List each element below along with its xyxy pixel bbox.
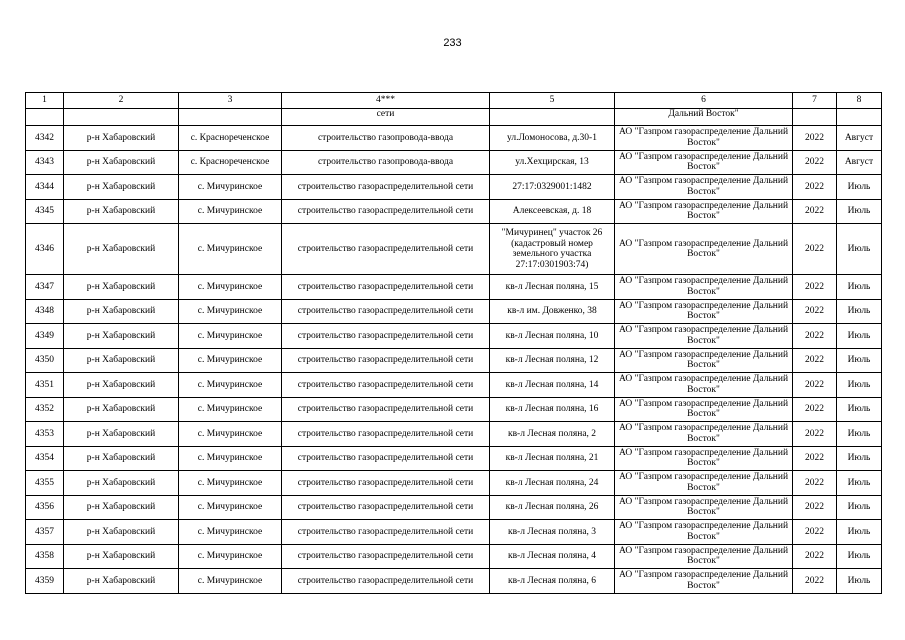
cell-district: р-н Хабаровский (64, 150, 179, 175)
cell-address: кв-л Лесная поляна, 3 (490, 520, 615, 545)
cell-district: р-н Хабаровский (64, 397, 179, 422)
cell-year: 2022 (793, 175, 837, 200)
cell-month: Июль (837, 569, 882, 594)
continuation-cell-address (490, 109, 615, 126)
table-row (26, 569, 882, 594)
cell-address: "Мичуринец" участок 26 (кадастровый номер земельного участка 27:17:0301903:74) (490, 224, 615, 275)
cell-number: 4346 (26, 224, 64, 275)
column-header-7: 7 (793, 93, 837, 109)
cell-work-type: строительство газораспределительной сети (282, 348, 490, 373)
cell-organization: АО "Газпром газораспределение Дальний Восток" (615, 495, 793, 520)
cell-work-type: строительство газопровода-ввода (282, 126, 490, 151)
cell-month: Июль (837, 199, 882, 224)
cell-year: 2022 (793, 397, 837, 422)
cell-settlement: с. Мичуринское (179, 373, 282, 398)
cell-month: Июль (837, 373, 882, 398)
cell-settlement: с. Мичуринское (179, 520, 282, 545)
table-row (26, 446, 882, 471)
cell-month: Июль (837, 422, 882, 447)
cell-year: 2022 (793, 373, 837, 398)
cell-address: кв-л Лесная поляна, 21 (490, 446, 615, 471)
cell-district: р-н Хабаровский (64, 275, 179, 300)
cell-organization: АО "Газпром газораспределение Дальний Восток" (615, 520, 793, 545)
cell-number: 4357 (26, 520, 64, 545)
cell-organization: АО "Газпром газораспределение Дальний Восток" (615, 199, 793, 224)
cell-year: 2022 (793, 324, 837, 349)
cell-month: Июль (837, 520, 882, 545)
table-header (26, 93, 882, 109)
table-row (26, 299, 882, 324)
cell-district: р-н Хабаровский (64, 175, 179, 200)
table-body (26, 109, 882, 594)
cell-organization: АО "Газпром газораспределение Дальний Восток" (615, 348, 793, 373)
cell-month: Июль (837, 299, 882, 324)
cell-month: Июль (837, 397, 882, 422)
cell-district: р-н Хабаровский (64, 422, 179, 447)
cell-work-type: строительство газораспределительной сети (282, 544, 490, 569)
column-header-3: 3 (179, 93, 282, 109)
cell-settlement: с. Мичуринское (179, 199, 282, 224)
cell-work-type: строительство газораспределительной сети (282, 471, 490, 496)
continuation-cell-district (64, 109, 179, 126)
cell-year: 2022 (793, 348, 837, 373)
cell-work-type: строительство газораспределительной сети (282, 324, 490, 349)
cell-month: Июль (837, 224, 882, 275)
table-row (26, 224, 882, 275)
cell-month: Июль (837, 544, 882, 569)
cell-settlement: с. Мичуринское (179, 324, 282, 349)
cell-organization: АО "Газпром газораспределение Дальний Восток" (615, 324, 793, 349)
cell-settlement: с. Мичуринское (179, 569, 282, 594)
cell-year: 2022 (793, 299, 837, 324)
cell-year: 2022 (793, 569, 837, 594)
cell-work-type: строительство газораспределительной сети (282, 224, 490, 275)
continuation-cell-work-type: сети (282, 109, 490, 126)
cell-organization: АО "Газпром газораспределение Дальний Восток" (615, 569, 793, 594)
cell-settlement: с. Мичуринское (179, 495, 282, 520)
cell-number: 4342 (26, 126, 64, 151)
cell-work-type: строительство газораспределительной сети (282, 199, 490, 224)
cell-organization: АО "Газпром газораспределение Дальний Восток" (615, 422, 793, 447)
cell-district: р-н Хабаровский (64, 520, 179, 545)
cell-month: Июль (837, 348, 882, 373)
cell-address: ул.Ломоносова, д.30-1 (490, 126, 615, 151)
cell-district: р-н Хабаровский (64, 348, 179, 373)
table-row (26, 126, 882, 151)
cell-work-type: строительство газораспределительной сети (282, 446, 490, 471)
column-header-5: 5 (490, 93, 615, 109)
cell-year: 2022 (793, 520, 837, 545)
cell-address: кв-л Лесная поляна, 26 (490, 495, 615, 520)
cell-settlement: с. Мичуринское (179, 544, 282, 569)
column-header-6: 6 (615, 93, 793, 109)
cell-work-type: строительство газораспределительной сети (282, 569, 490, 594)
cell-work-type: строительство газораспределительной сети (282, 495, 490, 520)
cell-address: кв-л им. Довженко, 38 (490, 299, 615, 324)
cell-number: 4351 (26, 373, 64, 398)
cell-work-type: строительство газораспределительной сети (282, 275, 490, 300)
cell-organization: АО "Газпром газораспределение Дальний Восток" (615, 150, 793, 175)
cell-address: Алексеевская, д. 18 (490, 199, 615, 224)
header-row (26, 93, 882, 109)
cell-address: кв-л Лесная поляна, 24 (490, 471, 615, 496)
cell-settlement: с. Мичуринское (179, 275, 282, 300)
continuation-cell-year (793, 109, 837, 126)
cell-number: 4347 (26, 275, 64, 300)
cell-district: р-н Хабаровский (64, 495, 179, 520)
cell-organization: АО "Газпром газораспределение Дальний Восток" (615, 275, 793, 300)
cell-settlement: с. Мичуринское (179, 397, 282, 422)
continuation-row (26, 109, 882, 126)
cell-settlement: с. Мичуринское (179, 175, 282, 200)
cell-organization: АО "Газпром газораспределение Дальний Восток" (615, 126, 793, 151)
cell-district: р-н Хабаровский (64, 199, 179, 224)
column-header-2: 2 (64, 93, 179, 109)
cell-year: 2022 (793, 495, 837, 520)
cell-year: 2022 (793, 150, 837, 175)
cell-settlement: с. Краснореченское (179, 150, 282, 175)
cell-number: 4349 (26, 324, 64, 349)
cell-organization: АО "Газпром газораспределение Дальний Восток" (615, 446, 793, 471)
cell-settlement: с. Мичуринское (179, 446, 282, 471)
cell-settlement: с. Мичуринское (179, 422, 282, 447)
column-header-1: 1 (26, 93, 64, 109)
table-row (26, 544, 882, 569)
cell-work-type: строительство газораспределительной сети (282, 299, 490, 324)
cell-number: 4356 (26, 495, 64, 520)
cell-number: 4359 (26, 569, 64, 594)
cell-number: 4352 (26, 397, 64, 422)
cell-month: Август (837, 126, 882, 151)
cell-year: 2022 (793, 126, 837, 151)
page-number: 233 (443, 37, 462, 49)
cell-organization: АО "Газпром газораспределение Дальний Восток" (615, 299, 793, 324)
cell-settlement: с. Мичуринское (179, 224, 282, 275)
cell-number: 4343 (26, 150, 64, 175)
cell-settlement: с. Мичуринское (179, 471, 282, 496)
table-row (26, 175, 882, 200)
cell-district: р-н Хабаровский (64, 373, 179, 398)
cell-month: Июль (837, 471, 882, 496)
cell-month: Июль (837, 495, 882, 520)
table-row (26, 471, 882, 496)
continuation-cell-settlement (179, 109, 282, 126)
table-row (26, 373, 882, 398)
cell-year: 2022 (793, 544, 837, 569)
cell-address: кв-л Лесная поляна, 14 (490, 373, 615, 398)
cell-number: 4344 (26, 175, 64, 200)
table-row (26, 324, 882, 349)
cell-year: 2022 (793, 199, 837, 224)
cell-month: Июль (837, 275, 882, 300)
cell-number: 4358 (26, 544, 64, 569)
cell-year: 2022 (793, 446, 837, 471)
table-row (26, 348, 882, 373)
column-header-4: 4*** (282, 93, 490, 109)
cell-number: 4345 (26, 199, 64, 224)
cell-organization: АО "Газпром газораспределение Дальний Восток" (615, 175, 793, 200)
cell-month: Июль (837, 324, 882, 349)
cell-year: 2022 (793, 275, 837, 300)
cell-organization: АО "Газпром газораспределение Дальний Восток" (615, 397, 793, 422)
table-row (26, 397, 882, 422)
cell-work-type: строительство газопровода-ввода (282, 150, 490, 175)
cell-district: р-н Хабаровский (64, 544, 179, 569)
table-row (26, 275, 882, 300)
continuation-cell-month (837, 109, 882, 126)
continuation-cell-number (26, 109, 64, 126)
cell-address: кв-л Лесная поляна, 16 (490, 397, 615, 422)
cell-number: 4355 (26, 471, 64, 496)
column-header-8: 8 (837, 93, 882, 109)
cell-district: р-н Хабаровский (64, 471, 179, 496)
cell-district: р-н Хабаровский (64, 299, 179, 324)
cell-work-type: строительство газораспределительной сети (282, 422, 490, 447)
table-row (26, 199, 882, 224)
cell-month: Июль (837, 446, 882, 471)
cell-district: р-н Хабаровский (64, 446, 179, 471)
table-row (26, 520, 882, 545)
cell-address: кв-л Лесная поляна, 6 (490, 569, 615, 594)
cell-work-type: строительство газораспределительной сети (282, 397, 490, 422)
cell-district: р-н Хабаровский (64, 324, 179, 349)
cell-month: Август (837, 150, 882, 175)
cell-work-type: строительство газораспределительной сети (282, 373, 490, 398)
cell-settlement: с. Краснореченское (179, 126, 282, 151)
table-row (26, 422, 882, 447)
table-row (26, 495, 882, 520)
cell-district: р-н Хабаровский (64, 569, 179, 594)
cell-settlement: с. Мичуринское (179, 348, 282, 373)
cell-address: кв-л Лесная поляна, 4 (490, 544, 615, 569)
cell-number: 4354 (26, 446, 64, 471)
continuation-cell-organization: Дальний Восток" (615, 109, 793, 126)
cell-address: кв-л Лесная поляна, 12 (490, 348, 615, 373)
cell-address: 27:17:0329001:1482 (490, 175, 615, 200)
cell-organization: АО "Газпром газораспределение Дальний Восток" (615, 471, 793, 496)
cell-number: 4350 (26, 348, 64, 373)
cell-year: 2022 (793, 224, 837, 275)
cell-work-type: строительство газораспределительной сети (282, 520, 490, 545)
cell-address: кв-л Лесная поляна, 2 (490, 422, 615, 447)
cell-district: р-н Хабаровский (64, 224, 179, 275)
cell-organization: АО "Газпром газораспределение Дальний Восток" (615, 373, 793, 398)
cell-district: р-н Хабаровский (64, 126, 179, 151)
cell-organization: АО "Газпром газораспределение Дальний Восток" (615, 224, 793, 275)
cell-address: кв-л Лесная поляна, 10 (490, 324, 615, 349)
register-table (25, 92, 882, 594)
cell-work-type: строительство газораспределительной сети (282, 175, 490, 200)
cell-address: кв-л Лесная поляна, 15 (490, 275, 615, 300)
cell-number: 4353 (26, 422, 64, 447)
cell-organization: АО "Газпром газораспределение Дальний Восток" (615, 544, 793, 569)
cell-address: ул.Хехцирская, 13 (490, 150, 615, 175)
cell-settlement: с. Мичуринское (179, 299, 282, 324)
cell-month: Июль (837, 175, 882, 200)
cell-number: 4348 (26, 299, 64, 324)
cell-year: 2022 (793, 471, 837, 496)
cell-year: 2022 (793, 422, 837, 447)
table-row (26, 150, 882, 175)
